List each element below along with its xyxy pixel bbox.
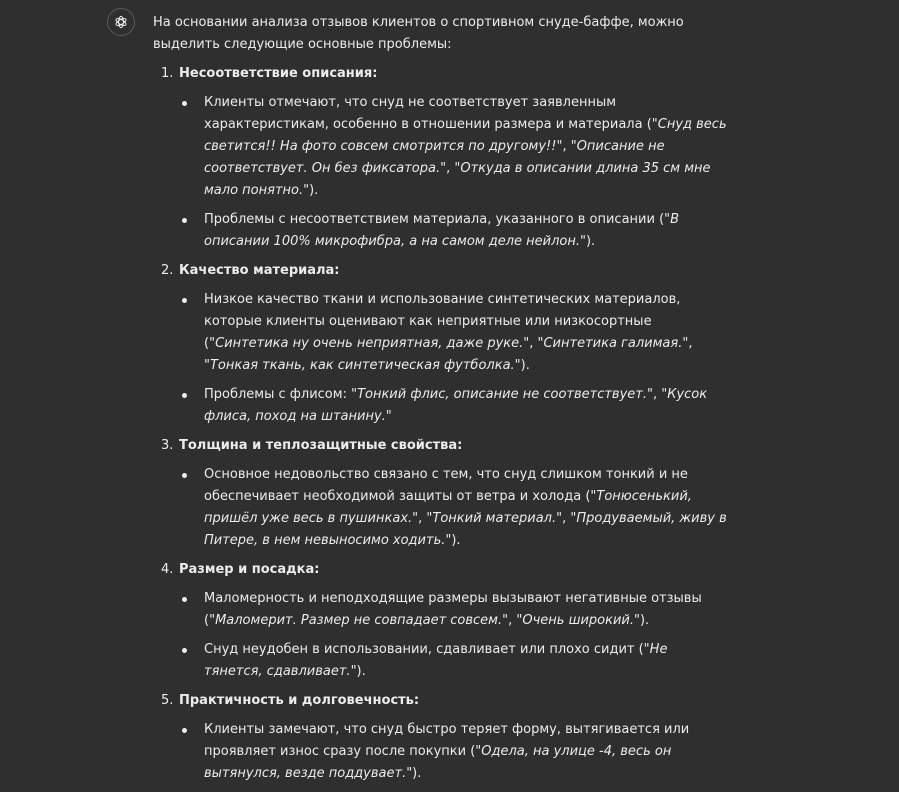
point-text: ", " [523,336,544,351]
problem-title: Размер и посадка: [179,562,320,577]
review-quote: Тонкий материал. [432,511,557,526]
point-text: ", " [502,613,523,628]
review-quote: Тонюсенький, пришёл уже весь в пушинках. [204,489,692,526]
point-list [179,588,728,683]
assistant-avatar [107,8,135,36]
problem-list [153,63,728,785]
point-text: ", " [204,336,693,373]
point-text: "). [406,766,422,781]
problem-title: Практичность и долговечность: [179,693,420,708]
bullet-icon [182,218,187,223]
problem-item [153,435,728,552]
point-text: Клиенты замечают, что снуд быстро теряет форму, вытягивается или проявляет износ сразу после покупки (" [204,722,690,759]
list-item [179,384,728,428]
list-item [179,289,728,377]
review-quote: Тонкий флис, описание не соответствует. [357,387,647,402]
assistant-message [153,12,728,792]
point-text: Клиенты отмечают, что снуд не соответствует заявленным характеристикам, особенно в отношении размера и материала (" [204,95,658,132]
list-item [179,588,728,632]
point-text: Низкое качество ткани и использование синтетических материалов, которые клиенты оценивают как неприятные или низкосортные (" [204,292,681,351]
point-text: ", " [647,387,668,402]
message-intro: На основании анализа отзывов клиентов о спортивном снуде-баффе, можно выделить следующие основные проблемы: [153,15,684,52]
point-text: "). [580,234,596,249]
review-quote: Синтетика галимая. [543,336,683,351]
point-text: Проблемы с флисом: " [204,387,358,402]
bullet-icon [182,473,187,478]
problem-title: Качество материала: [179,263,340,278]
list-item [179,464,728,552]
point-text: Проблемы с несоответствием материала, указанного в описании (" [204,212,671,227]
review-quote: Откуда в описании длина 35 см мне мало понятно. [204,161,711,198]
point-text: ", " [440,161,461,176]
review-quote: Очень широкий. [522,613,634,628]
review-quote: Кусок флиса, поход на штанину. [204,387,708,424]
problem-item [153,63,728,253]
review-quote: Описание не соответствует. Он без фиксатора. [204,139,665,176]
problem-title: Толщина и теплозащитные свойства: [179,438,463,453]
point-list [179,92,728,253]
bullet-icon [182,101,187,106]
point-text: "). [445,533,461,548]
review-quote: Синтетика ну очень неприятная, даже руке. [215,336,524,351]
point-text: "). [514,358,530,373]
bullet-icon [182,393,187,398]
point-text: "). [350,664,366,679]
bullet-icon [182,597,187,602]
problem-title: Несоответствие описания: [179,66,378,81]
point-list [179,289,728,428]
review-quote: Одела, на улице -4, весь он вытянулся, везде поддувает. [204,744,672,781]
bullet-icon [182,648,187,653]
review-quote: Тонкая ткань, как синтетическая футболка. [209,358,515,373]
review-quote: Не тянется, сдавливает. [204,642,668,679]
problem-number: 5. [161,693,174,708]
point-text: Маломерность и неподходящие размеры вызывают негативные отзывы (" [204,591,702,628]
point-text: Снуд неудобен в использовании, сдавливает или плохо сидит (" [204,642,650,657]
point-text: "). [303,183,319,198]
problem-number: 3. [161,438,174,453]
point-text: " [385,409,392,424]
point-text: ", " [556,511,577,526]
point-list [179,464,728,552]
review-quote: Продуваемый, живу в Питере, в нем невыносимо ходить. [204,511,727,548]
review-quote: Снуд весь светится!! На фото совсем смотрится по другому!! [204,117,727,154]
list-item [179,92,728,202]
problem-item [153,559,728,683]
point-text: ", " [412,511,433,526]
list-item [179,209,728,253]
problem-number: 1. [161,66,174,81]
problem-number: 4. [161,562,174,577]
problem-item [153,260,728,428]
review-quote: В описании 100% микрофибра, а на самом деле нейлон. [204,212,680,249]
point-text: "). [634,613,650,628]
list-item [179,639,728,683]
openai-logo-icon [112,13,130,31]
bullet-icon [182,298,187,303]
bullet-icon [182,728,187,733]
list-item [179,719,728,785]
problem-number: 2. [161,263,174,278]
point-list [179,719,728,785]
point-text: Основное недовольство связано с тем, что снуд слишком тонкий и не обеспечивает необходимой защиты от ветра и холода (" [204,467,688,504]
problem-item [153,690,728,785]
point-text: ", " [556,139,577,154]
review-quote: Маломерит. Размер не совпадает совсем. [215,613,503,628]
